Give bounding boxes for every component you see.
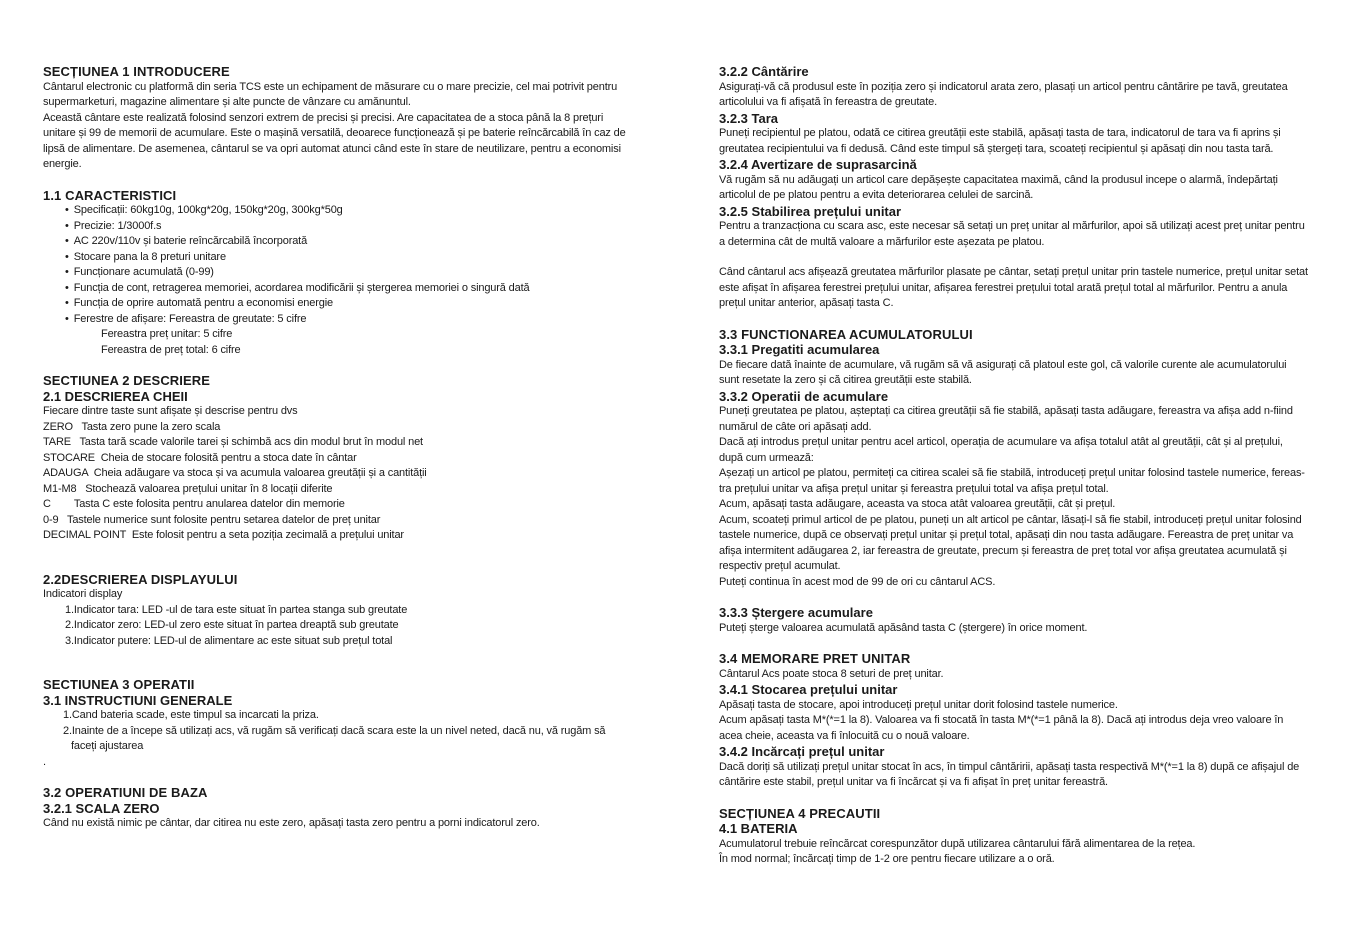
feature-item: • Stocare pana la 8 preturi unitare [65,250,633,266]
feature-item: • Ferestre de afișare: Fereastra de greutate: 5 cifre [65,312,633,328]
overload-title: 3.2.4 Avertizare de suprasarcină [719,157,917,172]
unit-price-memory-title: 3.4 MEMORARE PRET UNITAR [719,651,911,666]
key-item: 0-9 Tastele numerice sunt folosite pentru setarea datelor de preț unitar [43,513,381,526]
key-item: ADAUGA Cheia adăugare va stoca și va acumula valoarea greutății și a cantității [43,467,427,479]
battery-paragraph-2: În mod normal; încărcați timp de 1-2 ore pentru fiecare utilizare a o oră. [719,853,1055,865]
store-unit-price-paragraph-2: Acum apăsați tasta M*(*=1 la 8). Valoarea va fi stocată în tasta M*(*=1 până la 8). Dacă ați introdus deja vreo valoare în acea cheie, aceasta va fi înlocuită cu o nouă valoare. [719,714,1284,742]
accumulation-paragraph-3: Așezați un articol pe platou, permiteți ca citirea scalei să fie stabilă, introduceți prețul unitar folosind tastele numerice, fereas-tra prețului unitar va afișa prețul unitar și fereastra prețului total va afișa prețul total. [719,467,1305,495]
instruction-item: 2.Inainte de a începe să utilizați acs, vă rugăm să verificați dacă scara este la un nivel neted, dacă nu, vă rugăm să faceți ajustarea [63,724,606,752]
accumulation-paragraph-5: Acum, scoateți primul articol de pe platou, puneți un alt articol pe cântar, lăsați-l să fie stabil, introduceți prețul unitar folosind tastele numerice, după ce observați prețul unitar și prețul total, apăsați din nou tasta adăugare. Fereastra de preț unitar va afișa intermitent adăugarea 2, iar fereastra de greutate, precum și fereastra de preț total vor afișa greutatea acumulată și respectiv prețul acumulat. [719,513,1302,572]
key-item: TARE Tasta tară scade valorile tarei și schimbă acs din modul brut în modul net [43,436,423,448]
basic-operations-title: 3.2 OPERATIUNI DE BAZA [43,785,208,800]
feature-item: • Funcția de cont, retragerea memoriei, acordarea modificării și ștergerea memoriei o singură dată [65,281,633,297]
feature-item: • Specificații: 60kg10g, 100kg*20g, 150kg*20g, 300kg*50g [65,203,633,219]
overload-paragraph: Vă rugăm să nu adăugați un articol care depășește capacitatea maximă, când la produsul incepe o alarmă, îndepărtați articolul de pe platou pentru a evita deteriorarea celulei de sarcină. [719,173,1278,201]
accumulation-paragraph-1: Puneți greutatea pe platou, așteptați ca citirea greutății să fie stabilă, apăsați tasta adăugare, fereastra va afișa add n-fiind numărul de câte ori apăsați add. [719,405,1293,433]
section-3-title: SECTIUNEA 3 OPERATII [43,677,195,692]
key-description-title: 2.1 DESCRIEREA CHEII [43,388,188,404]
accumulation-operations-title: 3.3.2 Operatii de acumulare [719,388,889,404]
battery-title: 4.1 BATERIA [719,821,798,836]
feature-sub-item: Fereastra preț unitar: 5 cifre [101,328,233,340]
tare-title: 3.2.3 Tara [719,110,779,126]
indicator-item: 2.Indicator zero: LED-ul zero este situat în partea dreaptă sub greutate [65,619,399,631]
general-instructions-title: 3.1 INSTRUCTIUNI GENERALE [43,692,233,708]
stray-dot: . [43,755,46,768]
instruction-item: 1.Cand bateria scade, este timpul sa incarcati la priza. [63,709,319,721]
accumulation-paragraph-6: Puteți continua în acest mod de 99 de ori cu cântarul ACS. [719,575,996,588]
store-unit-price-title: 3.4.1 Stocarea prețului unitar [719,682,898,697]
section-1-title: SECȚIUNEA 1 INTRODUCERE [43,64,230,79]
unit-price-title: 3.2.5 Stabilirea prețului unitar [719,203,902,219]
clear-accumulation-paragraph: Puteți șterge valoarea acumulată apăsând tasta C (ștergere) în orice moment. [719,621,1088,634]
feature-item: • Funcția de oprire automată pentru a economisi energie [65,296,633,312]
feature-item: • Funcționare acumulată (0-99) [65,265,633,281]
load-unit-price-title: 3.4.2 Incărcați prețul unitar [719,744,885,759]
prepare-accumulation-title: 3.3.1 Pregatiti acumularea [719,342,880,357]
feature-item: • AC 220v/110v și baterie reîncărcabilă încorporată [65,234,633,250]
key-item: ZERO Tasta zero pune la zero scala [43,420,221,433]
prepare-accumulation-paragraph: De fiecare dată înainte de acumulare, vă rugăm să vă asigurați că platoul este gol, că valorile curente ale acumulatorului sunt resetate la zero și că citirea greutății este stabilă. [719,358,1287,386]
load-unit-price-paragraph: Dacă doriți să utilizați prețul unitar stocat în acs, în timpul cântăririi, apăsați tasta respectivă M*(*=1 la 8) după ce afișajul de cântărire este stabil, prețul unitar va fi încărcat și va fi afișat în preț unitar fereastră. [719,760,1300,788]
display-indicators-intro: Indicatori display [43,588,123,600]
accumulation-paragraph-4: Acum, apăsați tasta adăugare, aceasta va stoca atât valoarea greutății, cât și prețul. [719,498,1116,510]
intro-paragraph-2: Această cântare este realizată folosind senzori extrem de precisi și precisi. Are capacitatea de a stoca până la 8 prețuri unitare și 99 de memorii de acumulare. Este o mașină versatilă, deoarece funcționează și pe baterie reîncărcabilă în caz de lipsă de alimentare. De asemenea, cântarul se va opri automat atunci când este în stare de neutilizare, pentru a economisi energie. [43,111,626,170]
left-column [43,64,633,832]
indicator-item: 3.Indicator putere: LED-ul de alimentare ac este situat sub prețul total [65,634,393,647]
key-item: DECIMAL POINT Este folosit pentru a seta poziția zecimală a prețului unitar [43,529,404,541]
clear-accumulation-title: 3.3.3 Ștergere acumulare [719,605,873,620]
key-item: STOCARE Cheia de stocare folosită pentru a stoca date în cântar [43,451,357,464]
indicator-item: 1.Indicator tara: LED -ul de tara este situat în partea stanga sub greutate [65,603,408,616]
feature-sub-item: Fereastra de preț total: 6 cifre [101,343,241,356]
feature-item: • Precizie: 1/3000f.s [65,219,633,235]
unit-price-paragraph-1: Pentru a tranzacționa cu scara asc, este necesar să setați un preț unitar al mărfurilor, apoi să utilizați acest preț unitar pentru a determina cât de multă valoare a mărfurilor este așezata pe platou. [719,220,1305,248]
section-4-title: SECȚIUNEA 4 PRECAUTII [719,805,881,821]
battery-paragraph-1: Acumulatorul trebuie reîncărcat corespunzător după utilizarea cântarului fără alimentarea de la rețea. [719,837,1196,850]
key-item: M1-M8 Stochează valoarea prețului unitar în 8 locații diferite [43,482,333,495]
key-item: C Tasta C este folosita pentru anularea datelor din memorie [43,498,345,510]
store-unit-price-paragraph-1: Apăsați tasta de stocare, apoi introduceți prețul unitar dorit folosind tastele numerice. [719,698,1118,711]
weighing-paragraph: Asigurați-vă că produsul este în poziția zero și indicatorul arata zero, plasați un articol pentru cântărire pe tavă, greutatea articolului va fi afișată în fereastra de greutate. [719,80,1288,108]
accumulation-paragraph-2: Dacă ați introdus prețul unitar pentru acel articol, operația de acumulare va afișa totalul atât al greutății, cât și al prețului, după cum urmează: [719,436,1283,464]
unit-price-memory-paragraph: Cântarul Acs poate stoca 8 seturi de preț unitar. [719,667,944,680]
right-column [719,64,1309,868]
zero-scale-title: 3.2.1 SCALA ZERO [43,800,160,816]
weighing-title: 3.2.2 Cântărire [719,64,809,79]
display-description-title: 2.2DESCRIEREA DISPLAYULUI [43,571,238,587]
section-2-title: SECTIUNEA 2 DESCRIERE [43,373,211,388]
features-list [43,203,633,327]
zero-scale-paragraph: Când nu există nimic pe cântar, dar citirea nu este zero, apăsați tasta zero pentru a porni indicatorul zero. [43,817,540,829]
unit-price-paragraph-2: Când cântarul acs afișează greutatea mărfurilor plasate pe cântar, setați prețul unitar prin tastele numerice, prețul unitar setat este afișat în afișarea ferestrei prețului unitar, afișarea ferestrei prețului total arată prețul total al mărfurilor. Pentru a anula prețul unitar anterior, apăsați tasta C. [719,266,1308,309]
intro-paragraph-1: Cântarul electronic cu platformă din seria TCS este un echipament de măsurare cu o mare precizie, cel mai potrivit pentru supermarketuri, magazine alimentare și alte puncte de vânzare cu amănuntul. [43,80,618,108]
key-description-intro: Fiecare dintre taste sunt afișate și descrise pentru dvs [43,405,298,417]
features-title: 1.1 CARACTERISTICI [43,187,177,203]
tare-paragraph: Puneți recipientul pe platou, odată ce citirea greutății este stabilă, apăsați tasta de tara, indicatorul de tara va fi aprins și greutatea recipientului va fi dedusă. Când este timpul să ștergeți tara, scoateți recipientul și apăsați din nou tasta tară. [719,127,1281,155]
accumulator-title: 3.3 FUNCTIONAREA ACUMULATORULUI [719,326,973,342]
